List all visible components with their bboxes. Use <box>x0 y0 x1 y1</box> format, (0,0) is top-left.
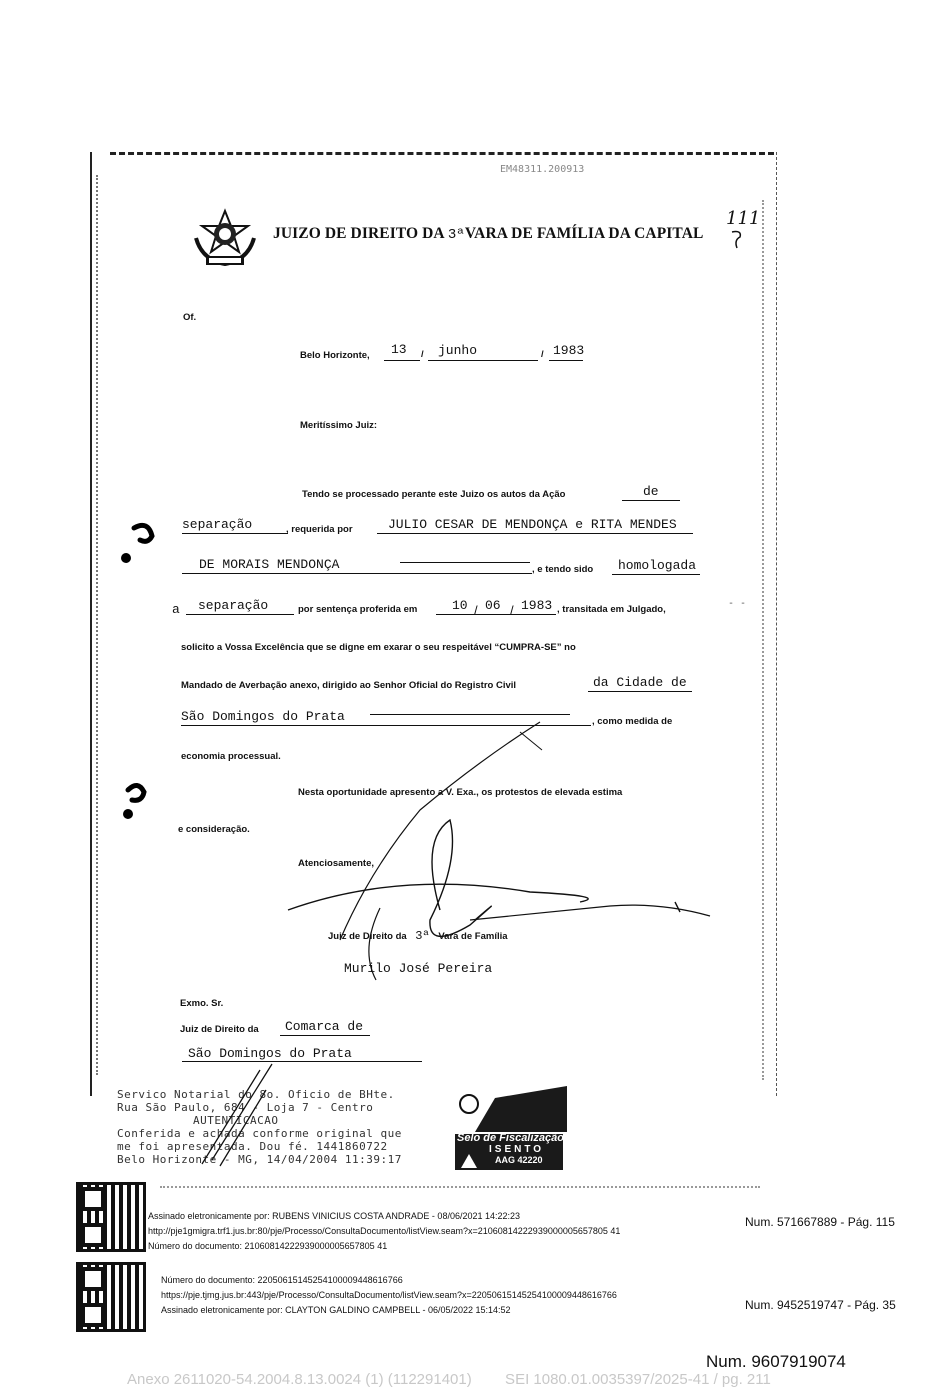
header-title-suffix: VARA DE FAMÍLIA DA CAPITAL <box>464 225 704 242</box>
date-year-line <box>549 360 583 361</box>
requerentes-line-1: JULIO CESAR DE MENDONÇA e RITA MENDES <box>388 517 677 532</box>
fiscal-seal <box>455 1086 575 1174</box>
date-month: junho <box>438 343 478 358</box>
tendo-sido-label: , e tendo sido <box>532 564 594 575</box>
paragraph-2-line-1: solicito a Vossa Excelência que se digne em exarar o seu respeitável “CUMPRA-SE” no <box>181 642 576 653</box>
city-label: Belo Horizonte, <box>300 350 370 361</box>
objeto-line <box>186 614 294 615</box>
signer-name: Murilo José Pereira <box>344 961 493 976</box>
right-edge-noise <box>762 200 778 1080</box>
sig1-line-2: http://pje1gmigra.trf1.jus.br:80/pje/Processo/ConsultaDocumento/listView.seam?x=21060814222939000005657805 41 <box>148 1226 621 1236</box>
signer-title <box>328 929 508 943</box>
signer-title-post: Vara de Família <box>438 931 508 942</box>
a-label: a <box>172 602 180 617</box>
sei-watermark: Anexo 2611020-54.2004.8.13.0024 (1) (112291401) SEI 1080.01.0035397/2025-41 / pg. 211 <box>127 1371 771 1388</box>
sentenca-line <box>436 614 556 615</box>
sig1-line-3: Número do documento: 21060814222939000005657805 41 <box>148 1241 388 1251</box>
sentenca-sep-2: / <box>510 603 514 618</box>
sentenca-sep-1: / <box>474 603 478 618</box>
signer-title-pre: Juiz de Direito da <box>328 931 407 942</box>
closing-label: Atenciosamente, <box>298 858 375 869</box>
left-edge-noise <box>96 175 112 1075</box>
date-day-line <box>384 360 420 361</box>
economia-label: economia processual. <box>181 751 281 762</box>
sig2-line-2: https://pje.tjmg.jus.br:443/pje/Processo/ConsultaDocumento/listView.seam?x=22050615145254100009448616766 <box>161 1290 617 1300</box>
cidade-prefix: da Cidade de <box>593 675 687 690</box>
salutation: Meritíssimo Juiz: <box>300 420 378 431</box>
requerentes-line-2: DE MORAIS MENDONÇA <box>199 557 340 572</box>
acao-tipo-line <box>182 533 288 534</box>
date-month-line <box>428 360 538 361</box>
sentenca-label: por sentença proferida em <box>298 604 418 615</box>
acao-de: de <box>643 484 659 499</box>
date-day: 13 <box>391 342 407 357</box>
requerida-por-label: , requerida por <box>286 524 353 535</box>
scan-stamp-top: EM48311.200913 <box>500 164 585 175</box>
transitada-label: , transitada em Julgado, <box>557 604 666 615</box>
court-header-title <box>273 225 703 243</box>
seal-status: ISENTO <box>489 1144 545 1155</box>
acao-line <box>622 500 680 501</box>
requerentes-line-2-rule <box>182 573 532 574</box>
margin-handwritten-mark-2 <box>114 780 154 829</box>
scan-bottom-noise <box>160 1186 760 1188</box>
folio-handwritten-mark <box>728 228 748 255</box>
notary-line-5: me foi apresentada. Dou fé. 1441860722 <box>117 1140 388 1153</box>
medida-label: , como medida de <box>592 716 673 727</box>
margin-handwritten-mark-1 <box>118 518 158 573</box>
notary-line-6: Belo Horizonte - MG, 14/04/2004 11:39:17 <box>117 1153 402 1166</box>
notary-line-2: Rua São Paulo, 684 - Loja 7 - Centro <box>117 1101 374 1114</box>
notary-line-3: AUTENTICACAO <box>193 1114 279 1127</box>
stamp-signature-strokes <box>200 1060 280 1175</box>
sig2-line-1: Número do documento: 22050615145254100009448616766 <box>161 1275 403 1285</box>
addressee-line-1: Exmo. Sr. <box>180 998 224 1009</box>
paragraph-2-line-2: Mandado de Averbação anexo, dirigido ao Senhor Oficial do Registro Civil <box>181 680 517 691</box>
strike-dash <box>400 562 530 563</box>
document-number: Num. 9607919074 <box>706 1352 846 1371</box>
sentenca-mes: 06 <box>485 598 501 613</box>
paragraph-1-lead: Tendo se processado perante este Juizo os autos da Ação <box>302 489 566 500</box>
addressee-city: São Domingos do Prata <box>188 1046 352 1061</box>
seal-code: AAG 42220 <box>495 1155 543 1165</box>
margin-dash-mark: - - <box>728 598 747 609</box>
coat-of-arms-emblem <box>192 208 258 270</box>
resultado-line <box>612 574 700 575</box>
qr-code-2 <box>76 1262 146 1332</box>
sig2-page-ref: Num. 9452519747 - Pág. 35 <box>745 1298 896 1312</box>
acao-tipo: separação <box>182 517 253 532</box>
of-label: Of. <box>183 312 197 323</box>
folio-mark: 111 <box>726 208 761 229</box>
cidade-strike <box>370 714 570 715</box>
cidade-name: São Domingos do Prata <box>181 709 345 724</box>
date-sep-2: / <box>541 349 544 360</box>
paragraph-3-line-1: Nesta oportunidade apresento a V. Exa., os protestos de elevada estima <box>298 787 623 798</box>
date-sep-1: / <box>421 349 424 360</box>
date-year: 1983 <box>553 343 585 358</box>
addressee-comarca-line <box>280 1035 370 1036</box>
header-vara-number: 3ª <box>447 227 465 243</box>
objeto: separação <box>198 598 269 613</box>
addressee-comarca: Comarca de <box>285 1019 364 1034</box>
sig1-line-1: Assinado eletronicamente por: RUBENS VINICIUS COSTA ANDRADE - 08/06/2021 14:22:23 <box>148 1211 521 1221</box>
qr-code-1 <box>76 1182 146 1252</box>
seal-title: Selo de Fiscalização <box>457 1132 564 1144</box>
addressee-line-2: Juiz de Direito da <box>180 1024 259 1035</box>
sentenca-dia: 10 <box>452 598 468 613</box>
requerentes-line-1-rule <box>377 533 693 534</box>
sentenca-ano: 1983 <box>521 598 553 613</box>
header-title-prefix: JUIZO DE DIREITO DA <box>273 225 448 242</box>
paragraph-3-line-2: e consideração. <box>178 824 250 835</box>
signer-vara: 3ª <box>415 929 430 943</box>
cidade-prefix-line <box>588 691 692 692</box>
resultado: homologada <box>618 558 697 573</box>
sig1-page-ref: Num. 571667889 - Pág. 115 <box>745 1215 895 1229</box>
notary-line-4: Conferida e achada conforme original que <box>117 1127 402 1140</box>
sig2-line-3: Assinado eletronicamente por: CLAYTON GALDINO CAMPBELL - 06/05/2022 15:14:52 <box>161 1305 511 1315</box>
notary-line-1: Servico Notarial do 8o. Oficio de BHte. <box>117 1088 395 1101</box>
